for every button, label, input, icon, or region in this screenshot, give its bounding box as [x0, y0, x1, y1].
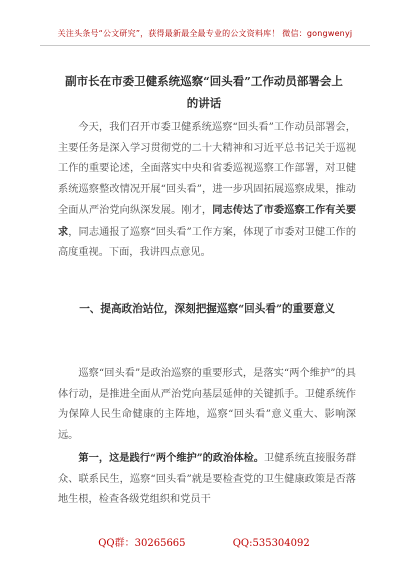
- intro-text-b: ，同志通报了巡察“回头看”工作方案，体现了市委对卫健工作的高度重视。下面，我讲四点意见。: [58, 226, 357, 258]
- header-divider: [40, 45, 370, 46]
- intro-bold-text: 同志传达了市委巡察工作有关要求: [58, 204, 357, 238]
- header-note: 关注头条号“公文研究”，获得最新最全最专业的公文资料库！ 微信：gongwenyj: [57, 29, 353, 38]
- title-line-1: 副市长在市委卫健系统巡察“回头看”工作动员部署会上: [65, 74, 343, 88]
- first-point-lead: 第一，这是践行“两个维护”的政治体检。: [78, 452, 265, 464]
- intro-text-a: 今天，我们召开市委卫健系统巡察“回头看”工作动员部署会，主要任务是深入学习贯彻党的二十大精神和习近平总书记关于巡视工作的重要论述，全面落实中央和省委巡视巡察工作部署，对卫健系统巡察整改情况开展“回头看”，进一步巩固拓展巡察成果，推动全面从严治党向纵深发展。刚才，: [58, 122, 356, 216]
- first-point-text: 卫健系统直接服务群众、联系民生，巡察“回头看”就是要检查党的卫生健康政策是否落地生根，检查各级党组织和党员干: [58, 453, 357, 505]
- title-line-2: 的讲话: [186, 96, 222, 110]
- paragraph-first-point: [58, 448, 356, 511]
- document-title: [52, 70, 356, 114]
- footer-qq: QQ:535304092: [232, 538, 310, 549]
- paragraph-significance: 巡察“回头看”是政治巡察的重要形式，是落实“两个维护”的具体行动，是推进全面从严治党向基层延伸的关键抓手。卫健系统作为保障人民生命健康的主阵地，巡察“回头看”意义重大、影响深远。: [58, 368, 356, 441]
- paragraph-intro: [58, 118, 356, 264]
- footer-qq-group: QQ群：30265665: [98, 538, 186, 549]
- section-heading-1: 一、提高政治站位，深刻把握巡察“回头看”的重要意义: [79, 303, 336, 315]
- footer-contact: [0, 534, 408, 549]
